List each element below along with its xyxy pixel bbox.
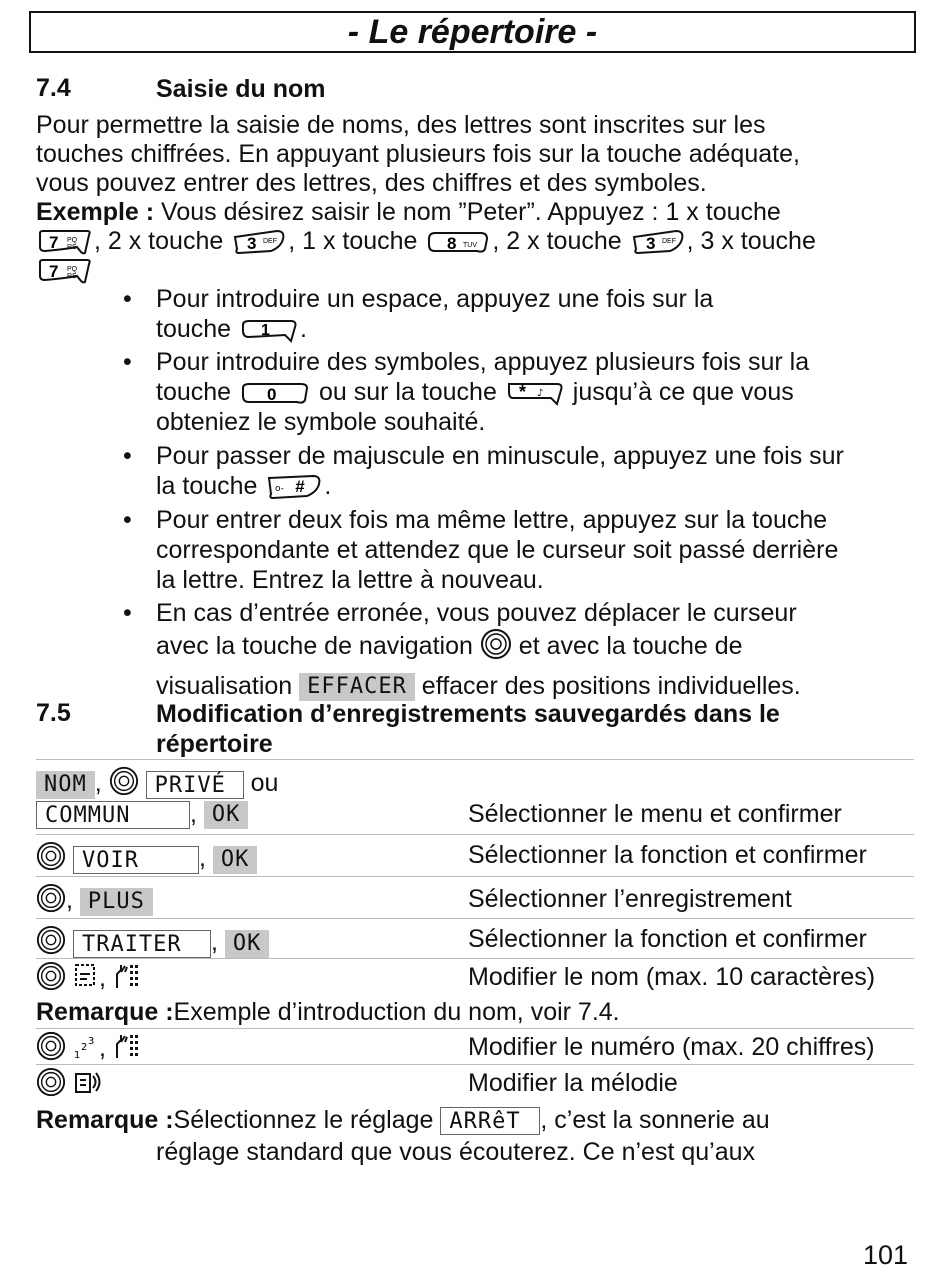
text-line: Vous désirez saisir le nom ”Peter”. Appuyez : 1 x touche <box>154 198 781 226</box>
navigation-key-icon <box>36 1031 66 1068</box>
lcd-menu-item: PRIVÉ <box>146 771 244 799</box>
text-line <box>156 671 916 701</box>
text-line: En cas d’entrée erronée, vous pouvez déplacer le curseur <box>156 599 797 627</box>
example-label: Exemple : <box>36 198 155 226</box>
text-line: obteniez le symbole souhaité. <box>156 408 486 436</box>
key-3-icon <box>231 229 287 255</box>
svg-text:TUV: TUV <box>463 242 478 250</box>
example-keys-line <box>36 227 906 256</box>
keypad-hand-icon <box>113 962 141 997</box>
text-segment: , c’est la sonnerie au <box>540 1106 770 1134</box>
svg-text:o-: o- <box>275 484 285 495</box>
key-label: 1 <box>261 322 270 340</box>
section-title <box>156 699 856 759</box>
key-label: 3 <box>247 234 257 254</box>
key-label: 0 <box>267 385 277 405</box>
title-line: Modification d’enregistrements sauvegardés dans le <box>156 700 780 728</box>
remark-label: Remarque : <box>36 998 174 1026</box>
navigation-key-icon <box>36 925 66 962</box>
bullet-item <box>123 505 916 595</box>
bullet-icon: • <box>123 599 132 627</box>
key-label: 8 <box>447 234 457 254</box>
text-line <box>156 314 916 344</box>
row-description: Modifier le nom (max. 10 caractères) <box>468 963 876 991</box>
lcd-softkey: OK <box>213 846 258 874</box>
text-line: vous pouvez entrer des lettres, des chiffres et des symboles. <box>36 169 707 197</box>
title-line: répertoire <box>156 730 273 758</box>
text-segment: touche <box>156 378 239 406</box>
example-line <box>36 198 906 227</box>
text-segment: . <box>324 472 332 500</box>
navigation-key-icon <box>36 961 66 998</box>
text-segment: la touche <box>156 472 265 500</box>
bullet-item <box>123 441 916 501</box>
lcd-menu-item: TRAITER <box>73 930 211 958</box>
key-8-icon <box>425 229 491 255</box>
svg-text:2: 2 <box>80 1042 88 1053</box>
instruction-row <box>36 918 914 959</box>
row-description: Sélectionner la fonction et confirmer <box>468 925 867 953</box>
navigation-key-icon <box>36 841 66 878</box>
row-actions: NOM , PRIVÉ ou <box>36 766 278 803</box>
row-description: Sélectionner l’enregistrement <box>468 885 792 913</box>
row-actions <box>36 1067 103 1104</box>
intro-paragraph <box>36 111 906 285</box>
section-number: 7.4 <box>36 74 71 102</box>
text-segment: touche <box>156 315 239 343</box>
text-segment: , 2 x touche <box>492 227 629 255</box>
lcd-menu-item: ARRêT <box>440 1107 540 1135</box>
instruction-row <box>36 1064 914 1101</box>
svg-text:1: 1 <box>73 1050 81 1060</box>
remark <box>36 998 914 1028</box>
text-line: Pour entrer deux fois ma même lettre, appuyez sur la touche <box>156 506 828 534</box>
bullet-icon: • <box>123 442 132 470</box>
key-3-icon <box>630 229 686 255</box>
bullet-item <box>123 598 916 701</box>
text-line: correspondante et attendez que le curseur soit passé derrière <box>156 536 839 564</box>
key-label: 3 <box>645 234 656 254</box>
text-line <box>156 628 916 667</box>
lcd-softkey: OK <box>204 801 249 829</box>
text-segment: , 3 x touche <box>686 227 816 255</box>
example-keys-line-2 <box>36 256 906 285</box>
lcd-softkey: NOM <box>36 771 95 799</box>
keypad-hand-icon <box>113 1032 141 1067</box>
instruction-row <box>36 876 914 919</box>
key-1-icon <box>239 317 299 343</box>
remark-text: Exemple d’introduction du nom, voir 7.4. <box>173 998 620 1026</box>
text-line <box>36 1104 914 1136</box>
text-line: touches chiffrées. En appuyant plusieurs fois sur la touche adéquate, <box>36 140 800 168</box>
key-label: 7 <box>49 262 59 282</box>
navigation-key-icon <box>480 628 512 667</box>
row-description: Modifier la mélodie <box>468 1069 678 1097</box>
instruction-row <box>36 759 914 834</box>
row-actions: TRAITER , OK <box>36 925 269 962</box>
svg-text:DEF: DEF <box>661 238 676 246</box>
navigation-key-icon <box>36 883 66 920</box>
key-label: 7 <box>49 233 59 253</box>
row-actions: , PLUS <box>36 883 153 920</box>
text-segment: , 1 x touche <box>288 227 425 255</box>
svg-text:PQ: PQ <box>67 266 78 274</box>
svg-text:3: 3 <box>87 1036 95 1047</box>
text-segment: ou sur la touche <box>312 378 504 406</box>
text-line: Pour introduire un espace, appuyez une fois sur la <box>156 285 714 313</box>
row-actions: , <box>36 961 141 998</box>
text-segment: visualisation <box>156 672 300 700</box>
text-segment: Sélectionnez le réglage <box>173 1106 441 1134</box>
instruction-row <box>36 958 914 999</box>
key-label: # <box>295 477 305 497</box>
row-actions: 1 2 3 , <box>36 1031 141 1068</box>
svg-text:♪: ♪ <box>536 388 544 400</box>
text-line: réglage standard que vous écouterez. Ce n’est qu’aux <box>156 1138 755 1166</box>
section-number: 7.5 <box>36 699 71 727</box>
navigation-key-icon <box>109 766 139 803</box>
text-segment: et avec la touche de <box>511 632 743 661</box>
key-label: * <box>518 382 526 403</box>
bullet-icon: • <box>123 348 132 376</box>
text-segment: avec la touche de navigation <box>156 632 480 661</box>
edit-name-icon <box>73 962 99 997</box>
svg-text:RS: RS <box>67 244 77 252</box>
key-7-icon <box>37 258 93 284</box>
text-segment: . <box>300 315 307 343</box>
text-line: la lettre. Entrez la lettre à nouveau. <box>156 566 544 594</box>
lcd-menu-item: COMMUN <box>36 801 190 829</box>
edit-number-icon <box>73 1032 99 1067</box>
text-segment: jusqu’à ce que vous <box>565 378 794 406</box>
svg-text:RS: RS <box>67 273 77 281</box>
text-segment: ou <box>250 769 279 798</box>
text-line: Pour introduire des symboles, appuyez plusieurs fois sur la <box>156 348 810 376</box>
navigation-key-icon <box>36 1067 66 1104</box>
key-0-icon <box>239 380 311 406</box>
lcd-softkey-effacer: EFFACER <box>299 673 415 701</box>
text-line: Pour permettre la saisie de noms, des lettres sont inscrites sur les <box>36 111 766 139</box>
bullet-icon: • <box>123 506 132 534</box>
ringtone-icon <box>73 1068 103 1103</box>
bullet-item <box>123 284 916 344</box>
bullet-item <box>123 347 916 437</box>
svg-text:DEF: DEF <box>263 238 278 246</box>
row-description: Modifier le numéro (max. 20 chiffres) <box>468 1033 875 1061</box>
text-line: Pour passer de majuscule en minuscule, appuyez une fois sur <box>156 442 844 470</box>
text-line <box>156 471 916 501</box>
lcd-menu-item: VOIR <box>73 846 199 874</box>
lcd-softkey: OK <box>225 930 270 958</box>
remark-label: Remarque : <box>36 1106 174 1134</box>
instruction-row <box>36 1028 914 1065</box>
key-hash-icon <box>265 474 323 500</box>
svg-text:PQ: PQ <box>67 237 78 245</box>
text-line <box>156 377 916 407</box>
page-number: 101 <box>862 1240 908 1270</box>
section-title: Saisie du nom <box>156 75 326 103</box>
text-segment: , 2 x touche <box>94 227 231 255</box>
row-description: Sélectionner le menu et confirmer <box>468 800 842 828</box>
bullet-icon: • <box>123 285 132 313</box>
row-actions: VOIR , OK <box>36 841 257 878</box>
key-7-icon <box>37 229 93 255</box>
text-segment: effacer des positions individuelles. <box>414 672 801 700</box>
lcd-softkey: PLUS <box>80 888 153 916</box>
instruction-row <box>36 834 914 877</box>
key-star-icon <box>505 380 565 406</box>
page-title: - Le répertoire - <box>29 11 916 53</box>
remark <box>36 1104 914 1168</box>
row-description: Sélectionner la fonction et confirmer <box>468 841 867 869</box>
row-actions: COMMUN , OK <box>36 800 248 829</box>
